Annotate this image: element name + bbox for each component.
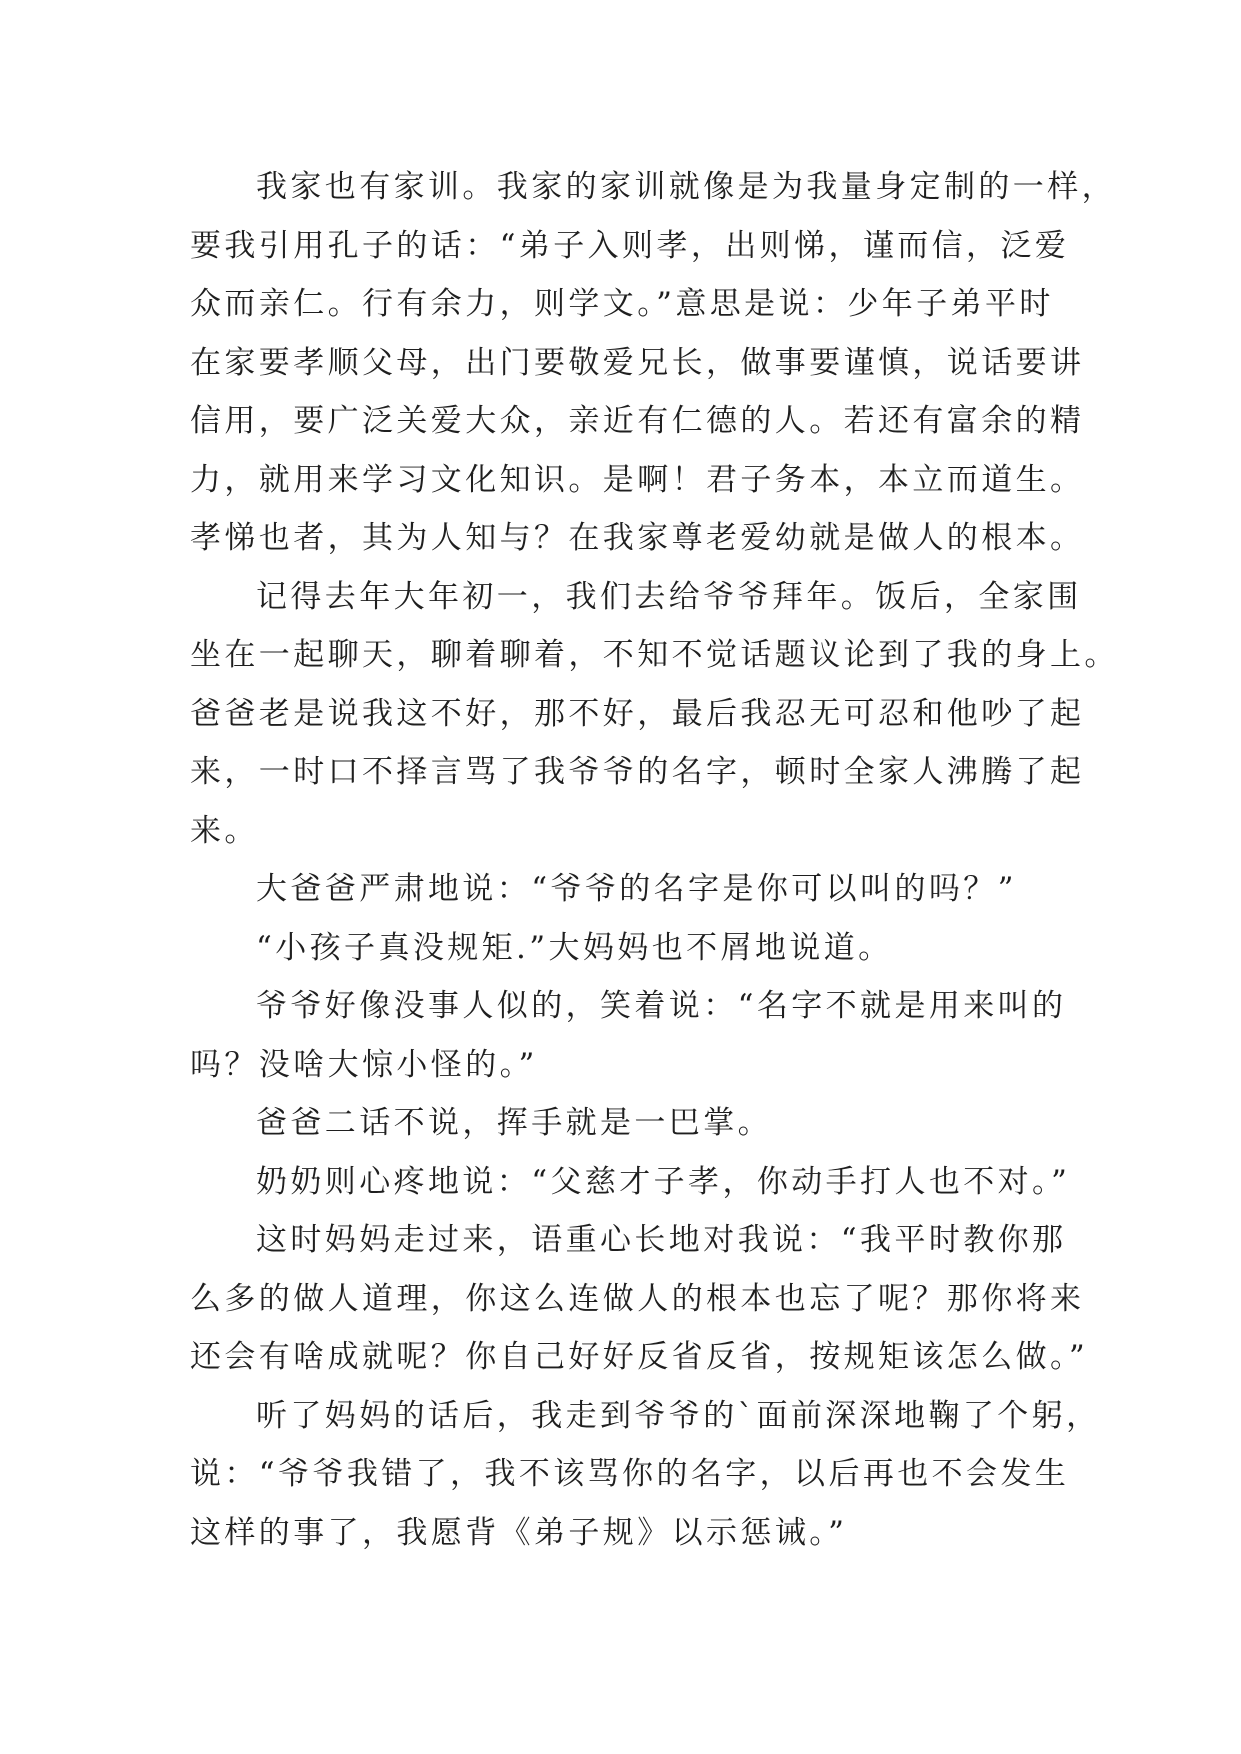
text-line: “小孩子真没规矩.”大妈妈也不屑地说道。 [256, 929, 893, 966]
text-line: 坐在一起聊天，聊着聊着，不知不觉话题议论到了我的身上。 [190, 637, 1119, 673]
text-line: 爸爸老是说我这不好，那不好，最后我忍无可忍和他吵了起 [190, 695, 1085, 732]
text-line: 来。 [190, 812, 259, 849]
text-line: 要我引用孔子的话：“弟子入则孝，出则悌，谨而信，泛爱 [190, 227, 1070, 264]
text-line: 么多的做人道理，你这么连做人的根本也忘了呢？那你将来 [190, 1280, 1085, 1317]
text-line: 爸爸二话不说，挥手就是一巴掌。 [256, 1105, 772, 1141]
text-line: 这样的事了，我愿背《弟子规》以示惩诫。” [190, 1514, 848, 1551]
document-body [190, 158, 1119, 1562]
text-line: 记得去年大年初一，我们去给爷爷拜年。饭后，全家围 [256, 578, 1082, 615]
text-line: 说：“爷爷我错了，我不该骂你的名字，以后再也不会发生 [190, 1456, 1070, 1492]
text-line: 大爸爸严肃地说：“爷爷的名字是你可以叫的吗？” [256, 871, 1017, 907]
text-line: 众而亲仁。行有余力，则学文。”意思是说：少年子弟平时 [190, 286, 1054, 322]
text-line: 奶奶则心疼地说：“父慈才子孝，你动手打人也不对。” [256, 1163, 1071, 1200]
text-line: 力，就用来学习文化知识。是啊！君子务本，本立而道生。 [190, 461, 1085, 498]
text-line: 爷爷好像没事人似的，笑着说：“名字不就是用来叫的 [256, 988, 1067, 1024]
text-line: 吗？没啥大惊小怪的。” [190, 1046, 538, 1083]
text-line: 在家要孝顺父母，出门要敬爱兄长，做事要谨慎，说话要讲 [190, 344, 1085, 381]
text-line: 孝悌也者，其为人知与？在我家尊老爱幼就是做人的根本。 [190, 520, 1085, 556]
text-line: 听了妈妈的话后，我走到爷爷的`面前深深地鞠了个躬， [256, 1397, 1101, 1434]
text-line: 我家也有家训。我家的家训就像是为我量身定制的一样， [256, 169, 1116, 205]
text-line: 信用，要广泛关爱大众，亲近有仁德的人。若还有富余的精 [190, 403, 1085, 439]
text-line: 来，一时口不择言骂了我爷爷的名字，顿时全家人沸腾了起 [190, 754, 1085, 790]
text-line: 这时妈妈走过来，语重心长地对我说：“我平时教你那 [256, 1222, 1067, 1258]
text-line: 还会有啥成就呢？你自己好好反省反省，按规矩该怎么做。” [190, 1339, 1089, 1375]
